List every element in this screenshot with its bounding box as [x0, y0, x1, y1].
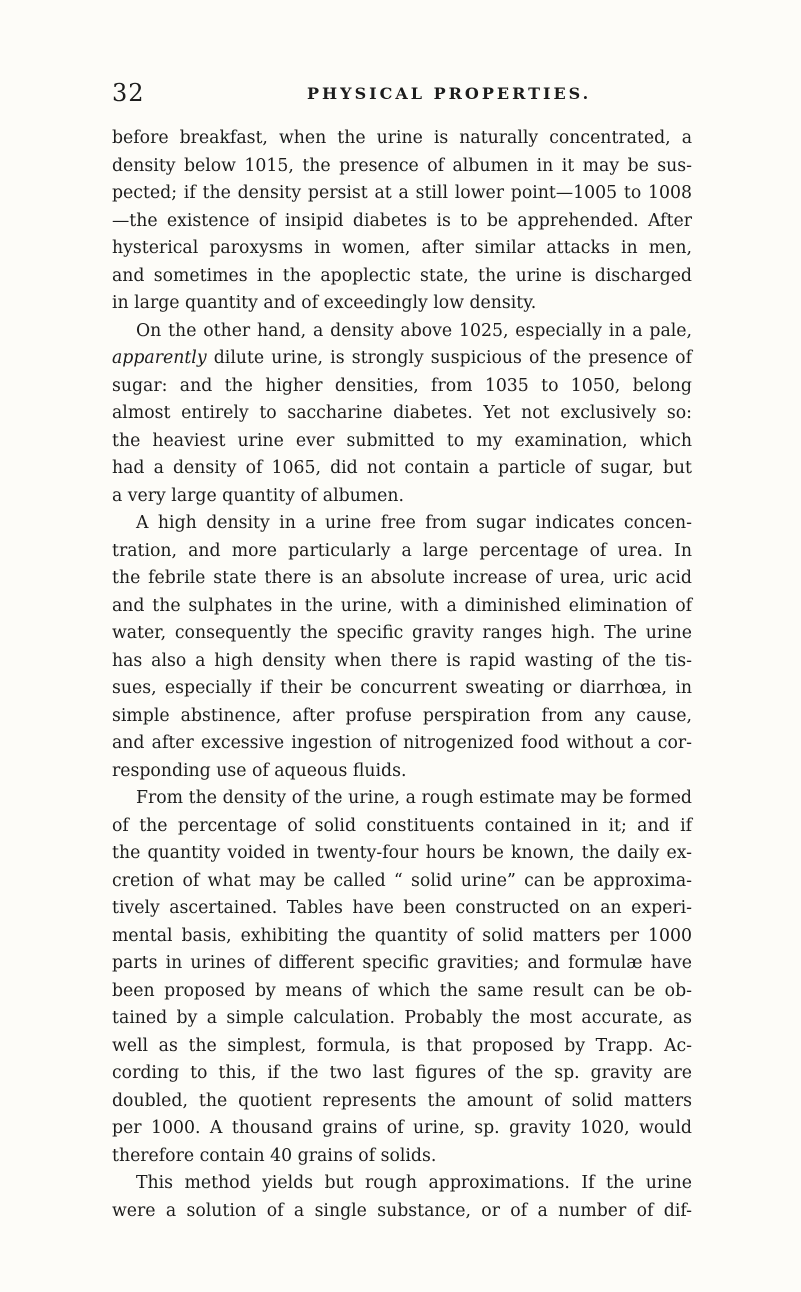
text-line: This method yields but rough approximations. If the urine	[136, 1173, 692, 1193]
page-header	[112, 80, 692, 106]
text-line: the heaviest urine ever submitted to my examination, which	[112, 430, 692, 451]
text-line: a very large quantity of albumen.	[112, 485, 405, 506]
text-line: cretion of what may be called “ solid urine” can be approxima-	[112, 870, 692, 891]
text-line: water, consequently the specific gravity ranges high. The urine	[112, 623, 692, 643]
text-line: and after excessive ingestion of nitrogenized food without a cor-	[112, 733, 692, 753]
text-line: simple abstinence, after profuse perspiration from any cause,	[112, 705, 692, 726]
text-line: per 1000. A thousand grains of urine, sp. gravity 1020, would	[112, 1118, 692, 1138]
running-head: PHYSICAL PROPERTIES.	[307, 84, 592, 103]
emphasis-apparently: apparently	[112, 348, 207, 368]
text-line: in large quantity and of exceedingly low density.	[112, 293, 537, 313]
text-line: hysterical paroxysms in women, after similar attacks in men,	[112, 238, 692, 258]
text-line: has also a high density when there is rapid wasting of the tis-	[112, 650, 692, 671]
text-line: had a density of 1065, did not contain a particle of sugar, but	[112, 458, 692, 478]
text-line: well as the simplest, formula, is that proposed by Trapp. Ac-	[112, 1035, 692, 1056]
text-line: and sometimes in the apoplectic state, the urine is discharged	[112, 265, 692, 286]
text-line: density below 1015, the presence of albumen in it may be sus-	[112, 155, 692, 176]
text-line: On the other hand, a density above 1025, especially in a pale,	[136, 320, 692, 341]
text-line: doubled, the quotient represents the amount of solid matters	[112, 1090, 692, 1111]
text-line: been proposed by means of which the same result can be ob-	[112, 980, 692, 1001]
text-segment: dilute urine, is strongly suspicious of the presence of	[206, 348, 692, 368]
text-line: almost entirely to saccharine diabetes. Yet not exclusively so:	[112, 403, 692, 423]
text-line: of the percentage of solid constituents contained in it; and if	[112, 815, 692, 836]
text-line: tively ascertained. Tables have been constructed on an experi-	[112, 898, 692, 918]
text-line: parts in urines of different specific gravities; and formulæ have	[112, 953, 692, 973]
text-line: tained by a simple calculation. Probably the most accurate, as	[112, 1008, 692, 1028]
text-line-with-emphasis	[112, 345, 692, 373]
text-line: before breakfast, when the urine is naturally concentrated, a	[112, 128, 692, 148]
text-line: cording to this, if the two last figures of the sp. gravity are	[112, 1063, 692, 1083]
page-number: 32	[112, 79, 145, 107]
text-line: the quantity voided in twenty-four hours be known, the daily ex-	[112, 843, 692, 863]
text-line: A high density in a urine free from sugar indicates concen-	[136, 513, 692, 533]
text-line: tration, and more particularly a large percentage of urea. In	[112, 540, 692, 561]
text-line: From the density of the urine, a rough estimate may be formed	[136, 788, 692, 808]
body-text	[112, 125, 692, 1225]
text-line: the febrile state there is an absolute increase of urea, uric acid	[112, 568, 692, 588]
text-line: pected; if the density persist at a still lower point—1005 to 1008	[112, 183, 692, 203]
text-line: were a solution of a single substance, or of a number of dif-	[112, 1200, 692, 1221]
text-line: —the existence of insipid diabetes is to be apprehended. After	[112, 210, 692, 231]
text-line: responding use of aqueous fluids.	[112, 760, 407, 781]
text-line: therefore contain 40 grains of solids.	[112, 1145, 437, 1166]
text-line: mental basis, exhibiting the quantity of solid matters per 1000	[112, 925, 692, 946]
text-line: sugar: and the higher densities, from 1035 to 1050, belong	[112, 375, 692, 396]
text-line: and the sulphates in the urine, with a diminished elimination of	[112, 595, 692, 616]
text-line: sues, especially if their be concurrent sweating or diarrhœa, in	[112, 678, 692, 698]
